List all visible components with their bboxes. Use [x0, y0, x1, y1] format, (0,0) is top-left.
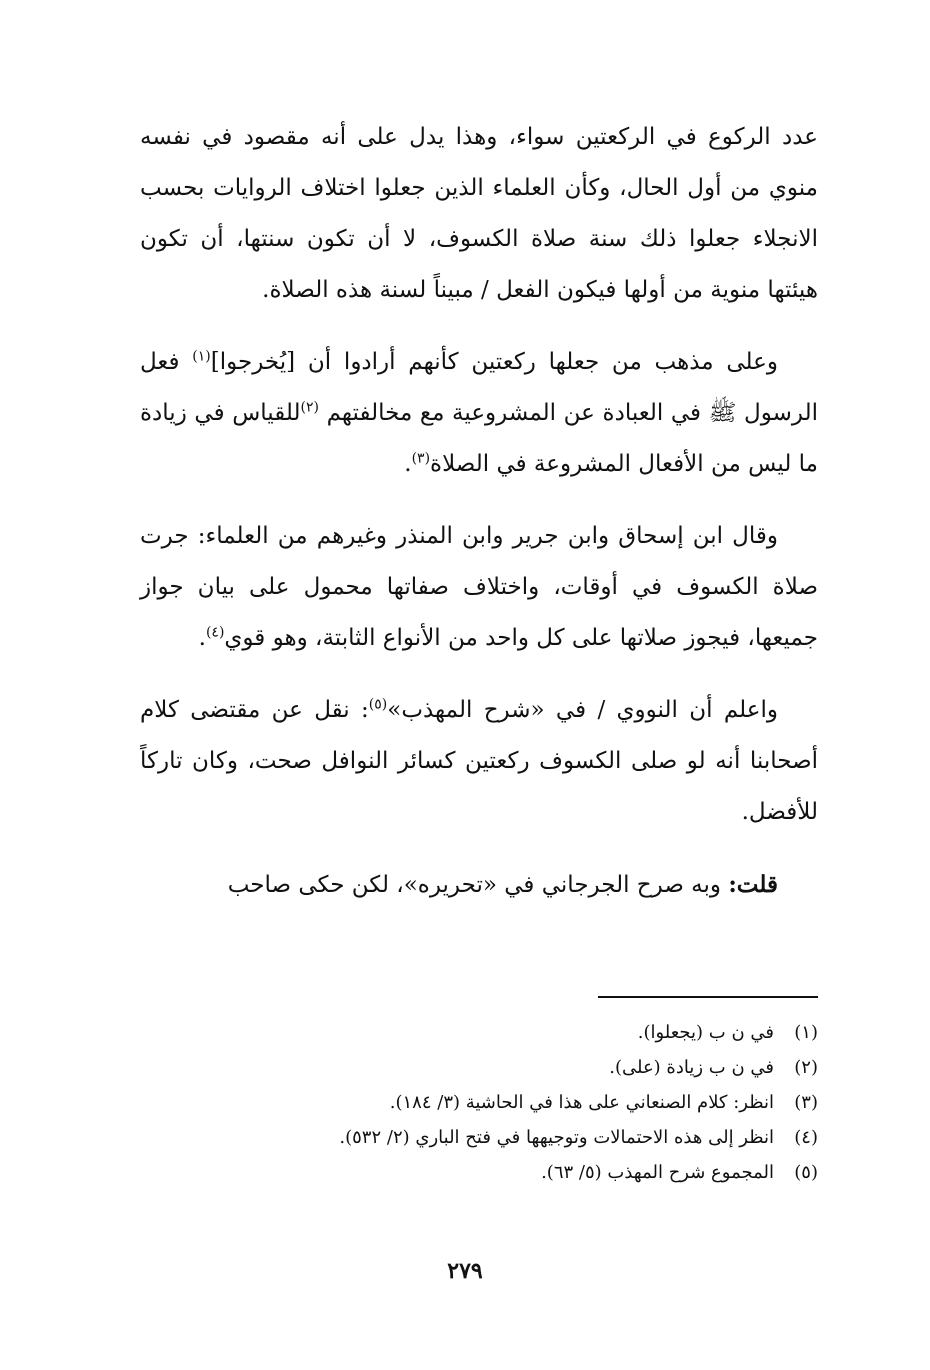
footnote-ref-3[interactable]: (٣) [411, 450, 431, 467]
paragraph-2-text-c: للقياس في زيادة ما ليس من الأفعال المشروعة في الصلاة [140, 400, 818, 477]
footnote-ref-4[interactable]: (٤) [205, 624, 225, 641]
paragraph-4-text-a: واعلم أن النووي / في «شرح المهذب» [387, 697, 779, 723]
paragraph-1 [140, 112, 818, 316]
footnotes [140, 1015, 818, 1190]
footnote-text: في ن ب (يجعلوا). [637, 1022, 774, 1043]
footnote-4 [140, 1120, 818, 1155]
paragraph-3 [140, 511, 818, 664]
footnote-ref-5[interactable]: (٥) [368, 696, 388, 713]
paragraph-4-text-b: : نقل عن مقتضى كلام أصحابنا أنه لو صلى الكسوف ركعتين كسائر النوافل صحت، وكان تاركاً للأفضل. [140, 697, 818, 825]
footnote-1 [140, 1015, 818, 1050]
footnote-text: المجموع شرح المهذب (٥/ ٦٣). [541, 1162, 774, 1183]
paragraph-3-text-b: . [198, 625, 206, 651]
paragraph-2-text-a: وعلى مذهب من جعلها ركعتين كأنهم أرادوا أن [يُخرجوا] [210, 349, 778, 375]
paragraph-1-text: عدد الركوع في الركعتين سواء، وهذا يدل على أنه مقصود في نفسه منوي من أول الحال، وكأن العلماء الذين جعلوا اختلاف الروايات بحسب الانجلاء جعلوا ذلك سنة صلاة الكسوف، لا أن تكون سنتها، أن تكون هيئتها منوية من أولها فيكون الفعل / مبيناً لسنة هذه الصلاة. [140, 124, 818, 303]
footnote-text: في ن ب زيادة (على). [609, 1057, 774, 1078]
footnote-ref-2[interactable]: (٢) [300, 399, 319, 416]
footnote-number: (٥) [794, 1162, 818, 1183]
paragraph-5 [140, 859, 818, 911]
paragraph-2 [140, 337, 818, 490]
paragraph-4 [140, 685, 818, 838]
footnote-separator [598, 996, 818, 998]
footnote-number: (٣) [794, 1092, 818, 1113]
footnote-number: (٢) [794, 1057, 818, 1078]
main-text [140, 112, 818, 911]
footnote-text: انظر: كلام الصنعاني على هذا في الحاشية (٣/ ١٨٤). [389, 1092, 774, 1113]
paragraph-5-text: وبه صرح الجرجاني في «تحريره»، لكن حكى صاحب [227, 872, 729, 898]
paragraph-3-text-a: وقال ابن إسحاق وابن جرير وابن المنذر وغيرهم من العلماء: جرت صلاة الكسوف في أوقات، واختلاف صفاتها محمول على بيان جواز جميعها، فيجوز صلاتها على كل واحد من الأنواع الثابتة، وهو قوي [140, 523, 818, 651]
paragraph-5-lead: قلت: [728, 871, 778, 898]
footnote-number: (٤) [794, 1127, 818, 1148]
page-number: ٢٧٩ [447, 1258, 483, 1284]
footnote-text: انظر إلى هذه الاحتمالات وتوجيهها في فتح الباري (٢/ ٥٣٢). [339, 1127, 774, 1148]
footnote-3 [140, 1085, 818, 1120]
footnote-5 [140, 1155, 818, 1190]
footnote-2 [140, 1050, 818, 1085]
paragraph-2-text-d: . [404, 451, 412, 477]
footnote-ref-1[interactable]: (١) [192, 348, 211, 365]
footnote-number: (١) [794, 1022, 818, 1043]
paragraph-2-text-b: فعل الرسول ﷺ في العبادة عن المشروعية مع مخالفتهم [140, 349, 819, 426]
